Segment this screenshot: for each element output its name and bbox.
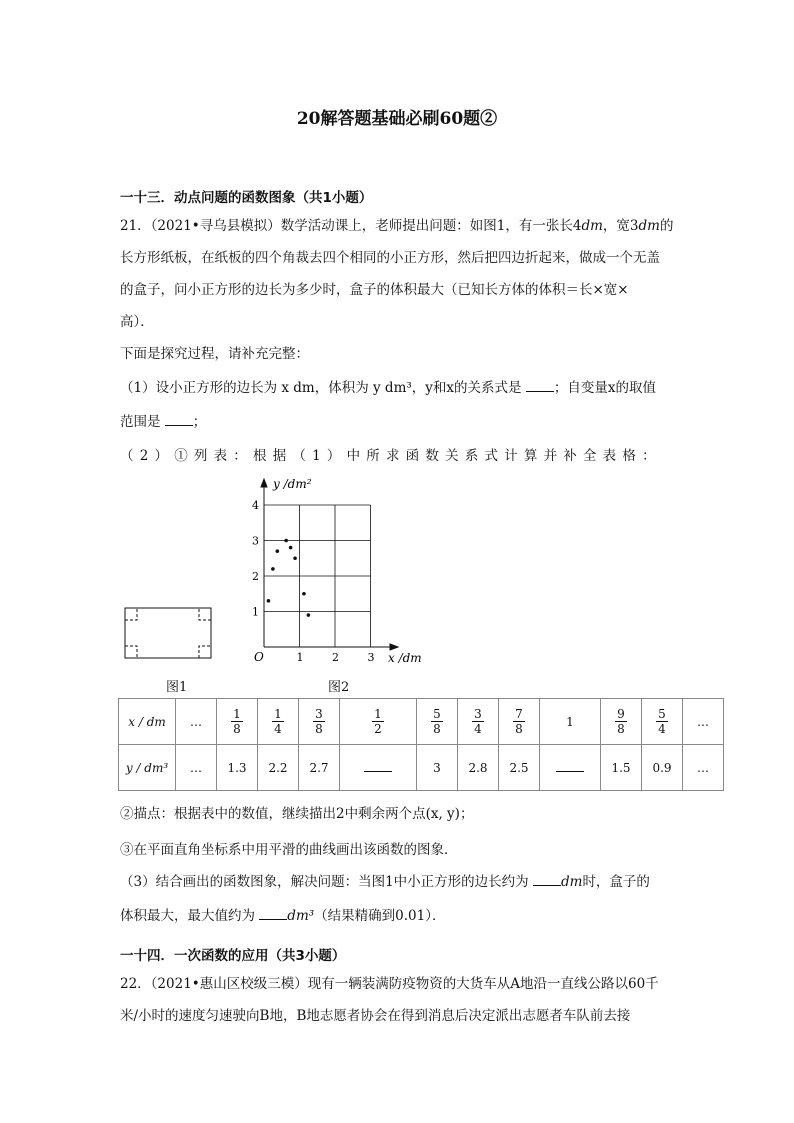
plotted-points <box>267 539 311 617</box>
table-cell-x: $\frac{3}{8}$ <box>299 699 340 745</box>
data-point <box>271 567 275 571</box>
table-ellipsis: … <box>683 745 724 791</box>
table-header-y: y / dm³ <box>119 745 176 791</box>
table-cell-y: 2.8 <box>458 745 499 791</box>
y-tick-label: 4 <box>252 499 259 512</box>
cardboard-outline <box>125 608 211 658</box>
x-tick-label: 2 <box>332 651 339 664</box>
table-cell-y <box>340 745 417 791</box>
x-tick-label: 3 <box>367 651 375 664</box>
table-cell-y <box>540 745 601 791</box>
data-point <box>289 546 293 550</box>
q21-part1-line1: （1）设小正方形的边长为 x dm，体积为 y dm³，y和x的关系式是 ；自变量x的取值 <box>120 380 656 396</box>
answer-blank <box>165 413 193 426</box>
table-ellipsis: … <box>176 745 217 791</box>
data-point <box>267 599 271 603</box>
table-cell-y: 1.3 <box>217 745 258 791</box>
table-cell-y: 0.9 <box>642 745 683 791</box>
x-axis-arrow <box>390 644 398 650</box>
figure-2-caption: 图2 <box>328 680 350 695</box>
table-header-x: x / dm <box>119 699 176 745</box>
table-cell-y: 2.7 <box>299 745 340 791</box>
y-tick-label: 2 <box>252 570 259 583</box>
section-heading-14: 一十四．一次函数的应用（共3小题） <box>120 948 346 964</box>
figure-1-cardboard <box>120 603 220 663</box>
y-tick-labels <box>252 499 259 619</box>
section-heading-13: 一十三．动点问题的函数图象（共1小题） <box>120 190 373 206</box>
answer-blank <box>533 873 561 886</box>
answer-blank <box>364 761 392 772</box>
q21-part1-line2: 范围是 ； <box>120 414 207 430</box>
table-cell-y: 2.2 <box>258 745 299 791</box>
table-cell-x: $\frac{5}{4}$ <box>642 699 683 745</box>
table-cell-y: 2.5 <box>499 745 540 791</box>
table-cell-x: 1 <box>540 699 601 745</box>
q21-line1: 21．（2021•寻乌县模拟）数学活动课上，老师提出问题：如图1，有一张长4dm，宽3dm的 <box>120 218 674 234</box>
table-cell-y: 3 <box>417 745 458 791</box>
table-ellipsis: … <box>683 699 724 745</box>
y-tick-label: 3 <box>252 534 259 548</box>
q21-step3: ③在平面直角坐标系中用平滑的曲线画出该函数的图象． <box>120 842 458 858</box>
x-tick-labels <box>297 651 375 664</box>
answer-blank <box>526 379 554 392</box>
table-cell-x: $\frac{1}{2}$ <box>340 699 417 745</box>
table-row-y <box>119 745 724 791</box>
table-cell-x: $\frac{5}{8}$ <box>417 699 458 745</box>
origin-label: O <box>254 650 264 664</box>
table-cell-x: $\frac{9}{8}$ <box>601 699 642 745</box>
table-row-x <box>119 699 724 745</box>
answer-blank <box>259 907 287 920</box>
table-cell-x: $\frac{1}{8}$ <box>217 699 258 745</box>
q21-step2: ②描点：根据表中的数值，继续描出2中剩余两个点(x, y)； <box>120 806 474 822</box>
x-axis-label: x /dm <box>388 651 422 665</box>
data-point <box>276 549 280 553</box>
q22-line1: 22．（2021•惠山区校级三模）现有一辆装满防疫物资的大货车从A地沿一直线公路以60千 <box>120 976 659 992</box>
q21-part3-line1: （3）结合画出的函数图象，解决问题：当图1中小正方形的边长约为 dm时，盒子的 <box>120 874 650 890</box>
data-point <box>293 556 297 560</box>
figure-1-caption: 图1 <box>166 680 188 695</box>
table-cell-y: 1.5 <box>601 745 642 791</box>
table-ellipsis: … <box>176 699 217 745</box>
values-table <box>118 698 724 791</box>
data-point <box>284 539 288 543</box>
q21-line5: 下面是探究过程，请补充完整： <box>120 346 309 362</box>
y-axis-arrow <box>261 479 267 487</box>
table-cell-x: $\frac{7}{8}$ <box>499 699 540 745</box>
figure-2-graph <box>240 470 430 670</box>
y-tick-label: 1 <box>252 605 259 619</box>
q21-part2-line1: （2）①列表：根据（1）中所求函数关系式计算并补全表格： <box>120 448 662 464</box>
y-axis-label: y /dm² <box>273 477 312 491</box>
x-tick-label: 1 <box>296 651 304 664</box>
page-title: 20解答题基础必刷60题② <box>296 109 498 129</box>
answer-blank <box>556 761 584 772</box>
q21-line3: 的盒子，问小正方形的边长为多少时，盒子的体积最大（已知长方体的体积＝长×宽× <box>120 282 629 298</box>
table-cell-x: $\frac{1}{4}$ <box>258 699 299 745</box>
data-point <box>302 592 306 596</box>
data-point <box>307 613 311 617</box>
q22-line2: 米/小时的速度匀速驶向B地，B地志愿者协会在得到消息后决定派出志愿者车队前去接 <box>120 1008 631 1024</box>
table-cell-x: $\frac{3}{4}$ <box>458 699 499 745</box>
corner-cut-lines <box>125 608 211 658</box>
grid <box>264 505 371 647</box>
q21-line2: 长方形纸板，在纸板的四个角裁去四个相同的小正方形，然后把四边折起来，做成一个无盖 <box>120 250 660 266</box>
q21-part3-line2: 体积最大，最大值约为 dm³（结果精确到0.01）． <box>120 908 446 924</box>
q21-line4: 高）． <box>120 314 154 330</box>
